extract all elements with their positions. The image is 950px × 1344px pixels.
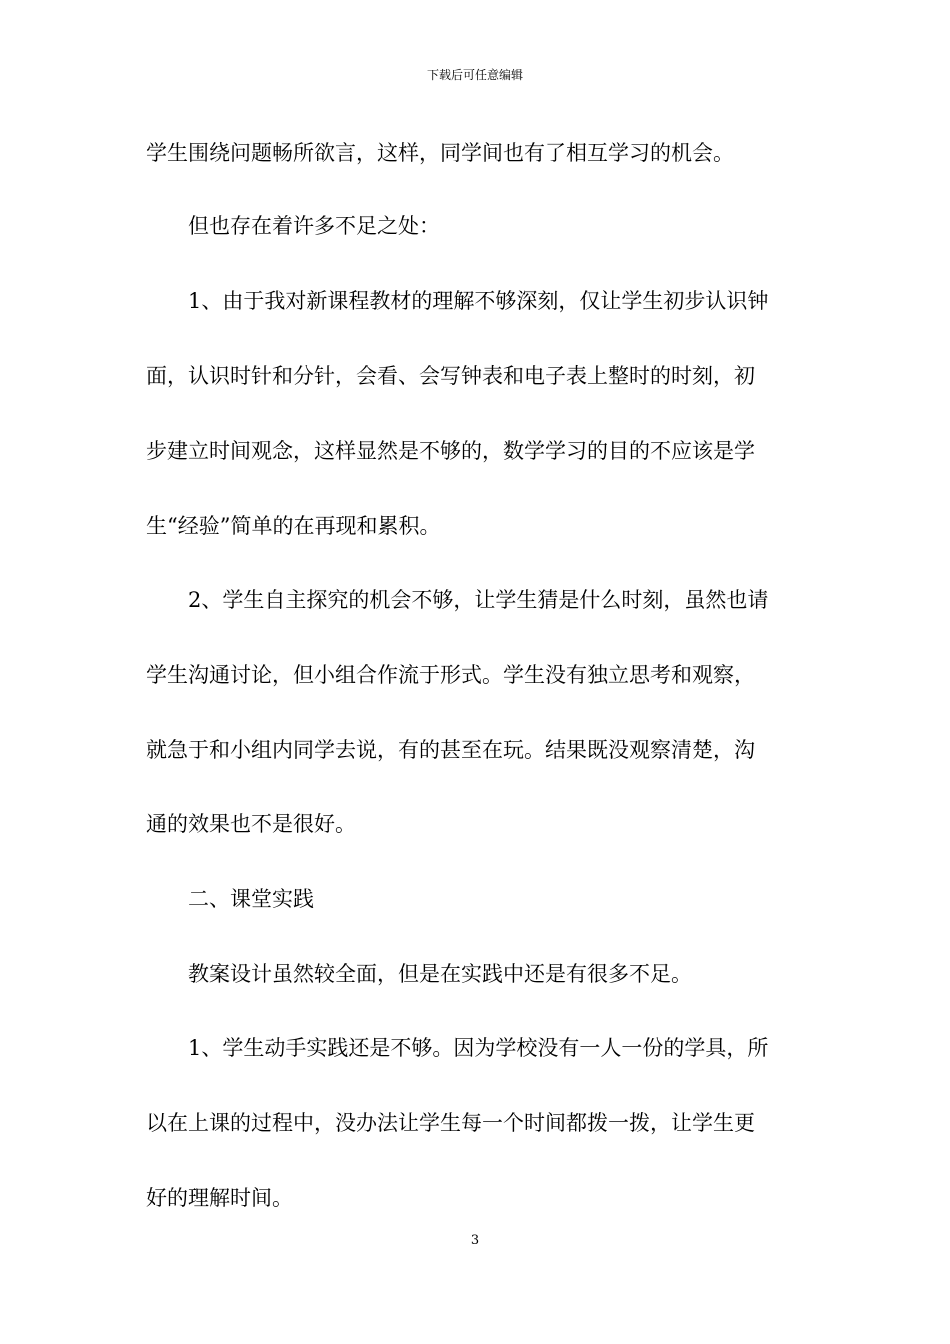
text-line: 好的理解时间。	[146, 1186, 293, 1210]
text-line: 但也存在着许多不足之处：	[188, 214, 440, 238]
section-heading: 二、课堂实践	[188, 887, 314, 911]
text-line: 面，认识时针和分针，会看、会写钟表和电子表上整时的时刻，初	[146, 364, 755, 388]
text-line: 通的效果也不是很好。	[146, 812, 356, 836]
text-line: 2、学生自主探究的机会不够，让学生猜是什么时刻，虽然也请	[188, 588, 769, 612]
text-line: 就急于和小组内同学去说，有的甚至在玩。结果既没观察清楚，沟	[146, 738, 755, 762]
text-line: 学生沟通讨论，但小组合作流于形式。学生没有独立思考和观察，	[146, 663, 755, 687]
text-line: 1、学生动手实践还是不够。因为学校没有一人一份的学具，所	[188, 1036, 769, 1060]
text-line: 1、由于我对新课程教材的理解不够深刻，仅让学生初步认识钟	[188, 289, 769, 313]
text-line: 生“经验”简单的在再现和累积。	[146, 514, 441, 538]
text-line: 学生围绕问题畅所欲言，这样，同学间也有了相互学习的机会。	[146, 141, 734, 165]
text-line: 步建立时间观念，这样显然是不够的，数学学习的目的不应该是学	[146, 439, 755, 463]
text-line: 教案设计虽然较全面，但是在实践中还是有很多不足。	[188, 962, 692, 986]
text-line: 以在上课的过程中，没办法让学生每一个时间都拨一拨，让学生更	[146, 1111, 755, 1135]
page-number: 3	[470, 1233, 480, 1248]
page-header: 下载后可任意编辑	[426, 68, 523, 82]
